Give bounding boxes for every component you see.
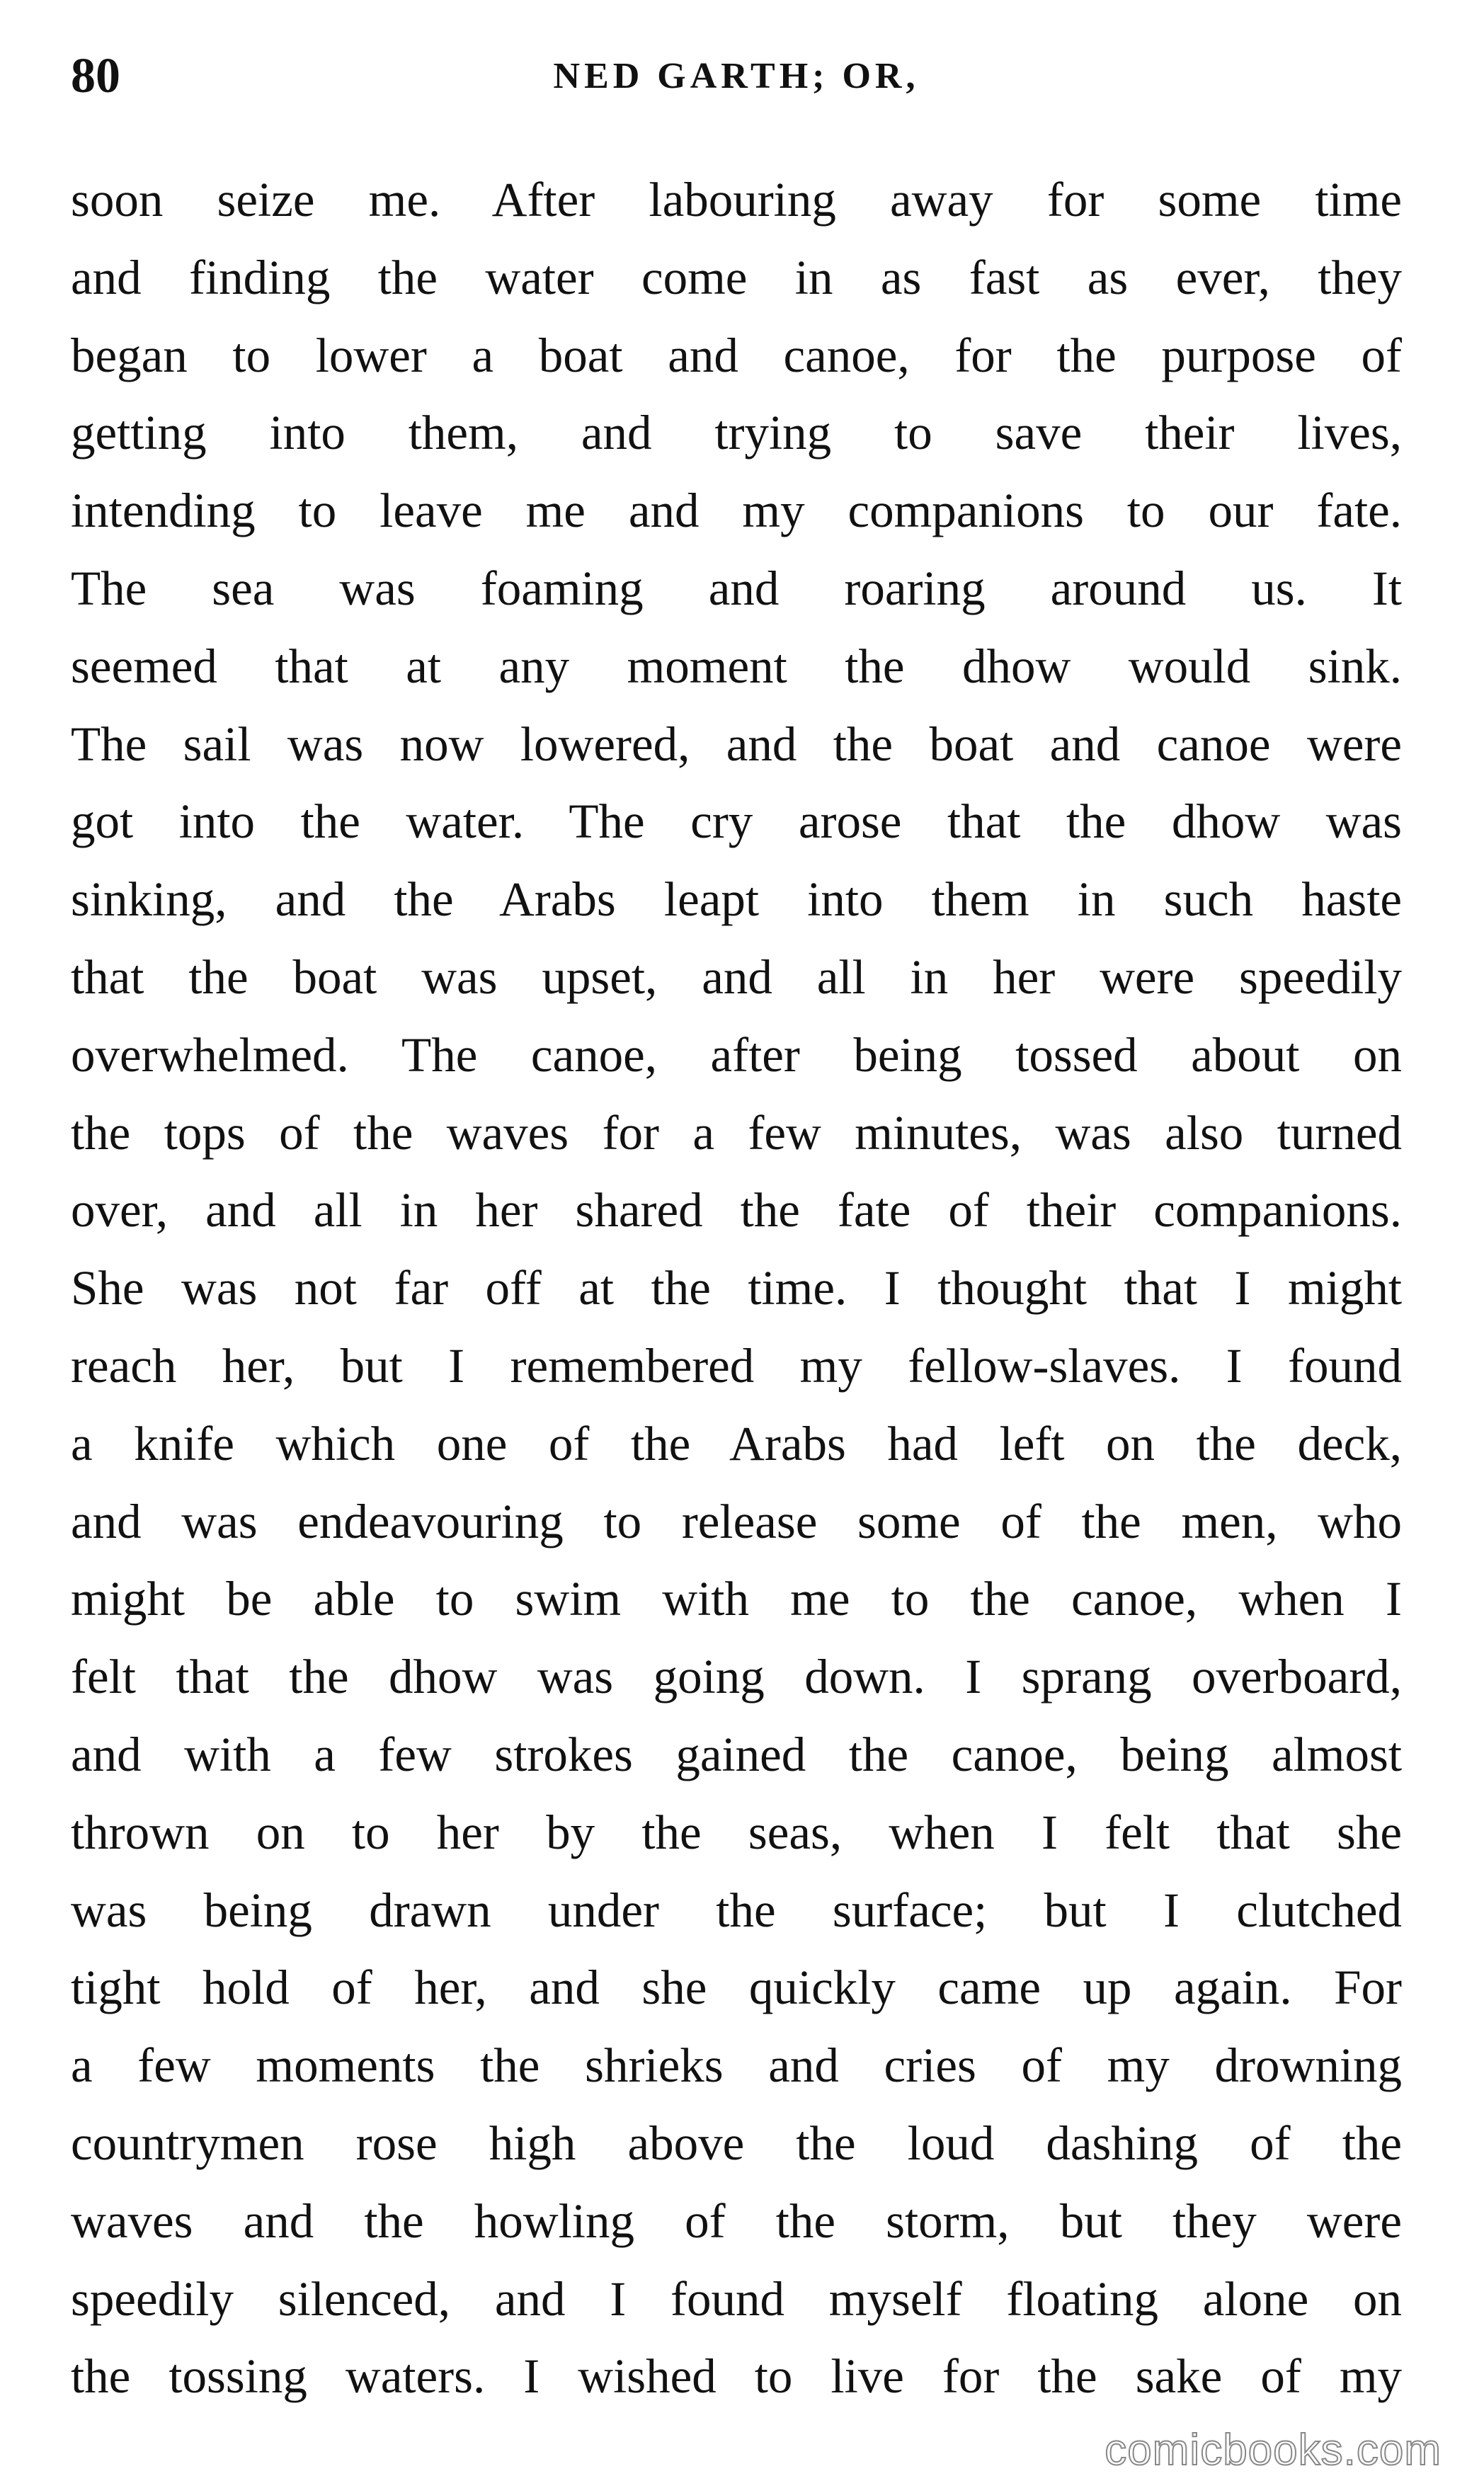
text-line: The sail was now lowered, and the boat and canoe were <box>71 717 1402 771</box>
text-line: a knife which one of the Arabs had left on the deck, <box>71 1416 1402 1471</box>
running-title: NED GARTH; OR, <box>553 56 920 96</box>
text-line: overwhelmed. The canoe, after being tossed about on <box>71 1027 1402 1082</box>
running-head <box>71 41 1402 112</box>
text-line: tight hold of her, and she quickly came up again. For <box>71 1961 1402 2015</box>
page-number: 80 <box>71 49 120 103</box>
text-line: and finding the water come in as fast as ever, they <box>71 250 1402 304</box>
text-line: seemed that at any moment the dhow would sink. <box>71 639 1402 693</box>
text-line: that the boat was upset, and all in her were speedily <box>71 949 1402 1004</box>
text-line: a few moments the shrieks and cries of my drowning <box>71 2038 1402 2093</box>
text-line: soon seize me. After labouring away for some time <box>71 173 1402 227</box>
text-line: over, and all in her shared the fate of their companions. <box>71 1183 1402 1238</box>
text-line: thrown on to her by the seas, when I felt that she <box>71 1805 1402 1859</box>
text-line: waves and the howling of the storm, but they were <box>71 2193 1402 2248</box>
text-line: the tops of the waves for a few minutes, was also turned <box>71 1105 1402 1160</box>
text-line: felt that the dhow was going down. I sprang overboard, <box>71 1650 1402 1704</box>
text-line: The sea was foaming and roaring around us. It <box>71 561 1402 615</box>
text-line: sinking, and the Arabs leapt into them in such haste <box>71 872 1402 927</box>
text-line: and was endeavouring to release some of the men, who <box>71 1494 1402 1548</box>
text-line: speedily silenced, and I found myself floating alone on <box>71 2271 1402 2326</box>
text-line: getting into them, and trying to save their lives, <box>71 406 1402 460</box>
text-line: reach her, but I remembered my fellow-slaves. I found <box>71 1338 1402 1393</box>
text-line: began to lower a boat and canoe, for the purpose of <box>71 328 1402 382</box>
text-line: countrymen rose high above the loud dashing of the <box>71 2116 1402 2170</box>
text-line: She was not far off at the time. I thought that I might <box>71 1261 1402 1316</box>
text-line: the tossing waters. I wished to live for the sake of my <box>71 2349 1402 2404</box>
watermark: comicbooks.com <box>1105 2426 1442 2475</box>
text-line: might be able to swim with me to the canoe, when I <box>71 1572 1402 1626</box>
body-text <box>71 161 1402 2416</box>
text-line: was being drawn under the surface; but I clutched <box>71 1883 1402 1937</box>
text-line: and with a few strokes gained the canoe, being almost <box>71 1727 1402 1781</box>
text-line: got into the water. The cry arose that the dhow was <box>71 794 1402 849</box>
text-line: intending to leave me and my companions to our fate. <box>71 484 1402 538</box>
